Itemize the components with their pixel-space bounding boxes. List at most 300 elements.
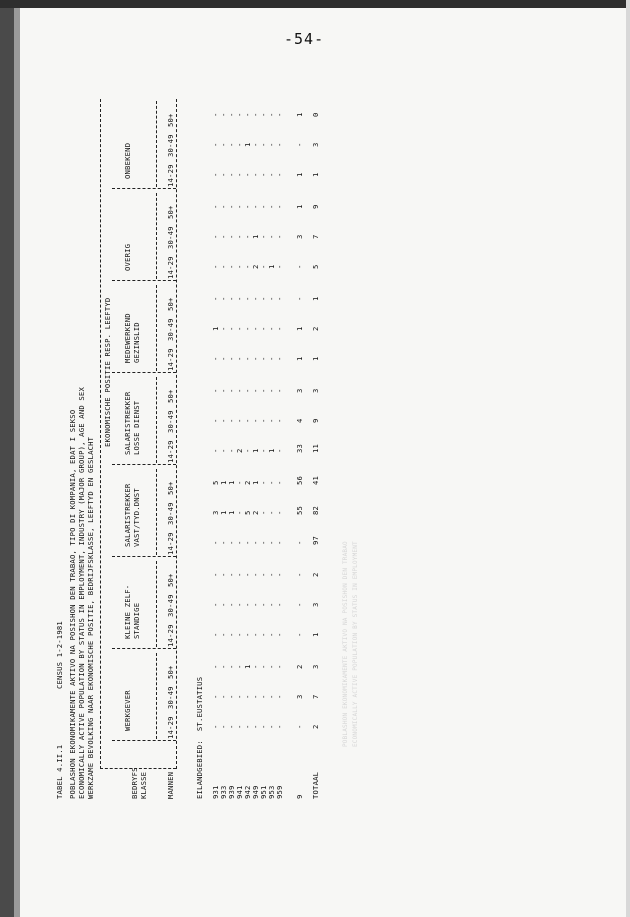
table-cell: 3 [311, 602, 320, 607]
table-cell: - [243, 572, 252, 577]
table-cell: - [267, 296, 276, 301]
table-cell: - [259, 296, 268, 301]
table-cell: - [243, 540, 252, 545]
table-cell: - [251, 694, 260, 699]
table-cell: - [219, 694, 228, 699]
table-cell: 1 [295, 356, 304, 361]
group-label: OVERIG [123, 243, 132, 271]
table-cell: - [227, 448, 236, 453]
row-code: 953 [267, 785, 276, 799]
age-label: 50+ [166, 665, 175, 679]
table-cell: - [219, 326, 228, 331]
group-divider [112, 372, 176, 373]
table-cell: - [267, 112, 276, 117]
table-cell: - [235, 112, 244, 117]
table-cell: - [251, 356, 260, 361]
table-cell: - [219, 602, 228, 607]
table-cell: - [219, 540, 228, 545]
table-cell: 3 [311, 664, 320, 669]
table-cell: - [227, 356, 236, 361]
table-cell: - [243, 356, 252, 361]
table-cell: - [259, 694, 268, 699]
table-cell: - [267, 664, 276, 669]
table-cell: - [275, 388, 284, 393]
table-cell: - [235, 356, 244, 361]
table-cell: - [219, 448, 228, 453]
age-label: 30-49 [166, 686, 175, 709]
table-cell: - [275, 356, 284, 361]
table-cell: - [267, 388, 276, 393]
table-cell: - [267, 356, 276, 361]
table-cell: - [259, 540, 268, 545]
table-cell: - [259, 356, 268, 361]
table-cell: - [243, 326, 252, 331]
age-label: 50+ [166, 205, 175, 219]
table-cell: - [219, 172, 228, 177]
table-cell: - [211, 142, 220, 147]
table-cell: - [275, 142, 284, 147]
age-label: 14-29 [166, 256, 175, 279]
row-code: 939 [227, 785, 236, 799]
table-cell: - [259, 326, 268, 331]
table-cell: - [251, 632, 260, 637]
table-cell: 82 [311, 505, 320, 515]
table-cell: 3 [295, 694, 304, 699]
table-cell: 1 [295, 204, 304, 209]
group-label: MEDEWERKEND [123, 313, 132, 363]
table-cell: - [295, 142, 304, 147]
table-cell: - [219, 142, 228, 147]
age-label: 30-49 [166, 594, 175, 617]
group-divider [112, 740, 176, 741]
table-cell: - [211, 602, 220, 607]
table-cell: - [219, 418, 228, 423]
table-cell: - [275, 694, 284, 699]
age-subrule [156, 561, 157, 647]
table-cell: 2 [243, 480, 252, 485]
table-cell: - [227, 234, 236, 239]
table-cell: - [235, 572, 244, 577]
age-subrule [156, 377, 157, 463]
row-code: 949 [251, 785, 260, 799]
table-cell: 1 [219, 510, 228, 515]
table-cell: - [211, 172, 220, 177]
table-cell: - [267, 632, 276, 637]
table-cell: - [211, 540, 220, 545]
table-cell: - [267, 234, 276, 239]
bleed-through-text: POBLASHON EKONOMIKAMENTE AKTIVO NA POSISHON DEN TRABAO [342, 541, 349, 747]
age-subrule [156, 193, 157, 279]
table-cell: - [275, 172, 284, 177]
table-cell: 3 [295, 388, 304, 393]
table-cell: 9 [311, 204, 320, 209]
table-cell: - [227, 388, 236, 393]
table-cell: 7 [311, 234, 320, 239]
stub-divider [100, 768, 176, 769]
table-cell: - [259, 510, 268, 515]
table-cell: - [235, 480, 244, 485]
table-cell: - [243, 602, 252, 607]
table-cell: 97 [311, 535, 320, 545]
table-cell: 1 [295, 326, 304, 331]
table-cell: - [235, 142, 244, 147]
table-cell: 5 [243, 510, 252, 515]
group-label: ONBEKEND [123, 142, 132, 179]
table-cell: - [211, 694, 220, 699]
table-cell: - [219, 388, 228, 393]
table-cell: - [227, 694, 236, 699]
table-cell: - [267, 480, 276, 485]
table-cell: - [259, 724, 268, 729]
row-code: 959 [275, 785, 284, 799]
table-cell: - [275, 234, 284, 239]
table-cell: 1 [227, 480, 236, 485]
table-cell: - [259, 602, 268, 607]
table-cell: - [251, 724, 260, 729]
table-cell: - [235, 326, 244, 331]
group-label: KLEINE ZELF- [123, 584, 132, 639]
table-cell: 2 [311, 326, 320, 331]
age-label: 30-49 [166, 134, 175, 157]
table-cell: 1 [219, 480, 228, 485]
table-cell: 3 [211, 510, 220, 515]
group-divider [112, 464, 176, 465]
table-cell: - [235, 204, 244, 209]
table-cell: - [211, 388, 220, 393]
table-cell: - [219, 264, 228, 269]
table-cell: - [275, 326, 284, 331]
table-cell: - [259, 388, 268, 393]
table-cell: 1 [311, 296, 320, 301]
table-cell: 41 [311, 475, 320, 485]
age-label: 14-29 [166, 624, 175, 647]
table-cell: - [227, 540, 236, 545]
table-cell: 56 [295, 475, 304, 485]
group-label: SALARISTREKKER [123, 391, 132, 455]
table-cell: - [251, 540, 260, 545]
row-code: 942 [243, 785, 252, 799]
table-cell: - [251, 142, 260, 147]
table-cell: 7 [311, 694, 320, 699]
table-cell: - [211, 572, 220, 577]
table-cell: 1 [311, 632, 320, 637]
table-cell: - [211, 448, 220, 453]
table-cell: - [267, 142, 276, 147]
age-label: 50+ [166, 573, 175, 587]
age-label: 14-29 [166, 716, 175, 739]
age-label: 50+ [166, 297, 175, 311]
table-cell: 2 [311, 572, 320, 577]
heading-line-1: POBLASHON EKONOMIKAMENTE AKTIVO NA POSISHON DEN TRABAO, TIPO DI KOMPANIA, EDAT I SEKSO [68, 409, 77, 799]
table-cell: 55 [295, 505, 304, 515]
table-cell: 2 [295, 664, 304, 669]
table-cell: - [243, 172, 252, 177]
table-cell: 1 [251, 448, 260, 453]
table-cell: 11 [311, 443, 320, 453]
row-code: 933 [219, 785, 228, 799]
group-label: LOSSE DIENST [132, 400, 141, 455]
table-cell: - [219, 234, 228, 239]
table-cell: - [235, 172, 244, 177]
group-divider [112, 648, 176, 649]
table-cell: - [227, 572, 236, 577]
age-label: 14-29 [166, 348, 175, 371]
table-cell: 1 [267, 448, 276, 453]
table-cell: - [259, 572, 268, 577]
table-cell: - [227, 724, 236, 729]
table-cell: - [219, 204, 228, 209]
table-cell: - [295, 540, 304, 545]
table-cell: 1 [311, 356, 320, 361]
table-cell: 3 [311, 388, 320, 393]
age-label: 30-49 [166, 410, 175, 433]
table-cell: - [267, 602, 276, 607]
table-cell: 1 [267, 264, 276, 269]
table-cell: - [235, 602, 244, 607]
table-cell: - [275, 480, 284, 485]
age-label: 30-49 [166, 226, 175, 249]
table-cell: - [275, 664, 284, 669]
group-label: WERKGEVER [123, 690, 132, 731]
table-cell: - [219, 632, 228, 637]
table-cell: - [243, 632, 252, 637]
group-divider [112, 556, 176, 557]
table-cell: 2 [251, 264, 260, 269]
age-label: 50+ [166, 389, 175, 403]
table-cell: - [227, 142, 236, 147]
table-cell: - [275, 296, 284, 301]
table-cell: - [267, 510, 276, 515]
table-cell: 1 [243, 142, 252, 147]
table-cell: - [219, 296, 228, 301]
table-cell: - [275, 204, 284, 209]
table-cell: - [227, 664, 236, 669]
rule-top [100, 99, 101, 769]
table-cell: - [211, 112, 220, 117]
age-label: 50+ [166, 481, 175, 495]
row-code: 941 [235, 785, 244, 799]
table-cell: - [243, 448, 252, 453]
table-cell: - [275, 264, 284, 269]
table-cell: 3 [311, 142, 320, 147]
age-label: 50+ [166, 113, 175, 127]
table-cell: - [259, 480, 268, 485]
table-cell: 0 [311, 112, 320, 117]
table-cell: - [259, 664, 268, 669]
table-cell: - [251, 296, 260, 301]
group-divider [112, 188, 176, 189]
table-cell: 9 [311, 418, 320, 423]
table-cell: - [295, 602, 304, 607]
page-number: -54- [284, 30, 325, 48]
table-cell: - [275, 540, 284, 545]
table-cell: - [267, 694, 276, 699]
table-cell: - [219, 112, 228, 117]
age-label: 14-29 [166, 532, 175, 555]
table-cell: - [243, 724, 252, 729]
table-cell: 33 [295, 443, 304, 453]
table-cell: - [243, 112, 252, 117]
table-cell: - [219, 356, 228, 361]
table-cell: - [259, 418, 268, 423]
heading-line-2: ECONOMICALLY ACTIVE POPULATION BY STATUS IN EMPLOYMENT, INDUSTRY (MAJOR GROUP), AGE AND SEX [77, 387, 86, 799]
table-cell: - [227, 326, 236, 331]
age-subrule [156, 101, 157, 187]
table-cell: 5 [211, 480, 220, 485]
table-cell: - [235, 724, 244, 729]
table-cell: - [267, 418, 276, 423]
table-cell: - [227, 296, 236, 301]
table-cell: - [251, 326, 260, 331]
table-cell: - [259, 632, 268, 637]
age-label: 30-49 [166, 502, 175, 525]
table-cell: - [251, 418, 260, 423]
table-cell: - [251, 572, 260, 577]
row-code: 931 [211, 785, 220, 799]
table-cell: - [211, 724, 220, 729]
table-cell: - [275, 724, 284, 729]
table-cell: - [235, 234, 244, 239]
table-cell: - [211, 664, 220, 669]
table-cell: - [275, 572, 284, 577]
table-cell: - [275, 112, 284, 117]
table-cell: 5 [311, 264, 320, 269]
stub-header-2: KLASSE [139, 771, 148, 799]
table-cell: - [243, 418, 252, 423]
table-cell: - [235, 296, 244, 301]
table-cell: 1 [311, 172, 320, 177]
table-cell: - [211, 234, 220, 239]
table-cell: - [259, 448, 268, 453]
group-label: GEZINSLID [132, 322, 141, 363]
table-cell: - [251, 388, 260, 393]
table-cell: - [259, 142, 268, 147]
table-cell: - [219, 664, 228, 669]
table-cell: - [227, 418, 236, 423]
table-cell: - [235, 664, 244, 669]
rule-header-bottom [176, 99, 177, 769]
table-cell: - [211, 632, 220, 637]
table-cell: - [259, 204, 268, 209]
table-cell: - [251, 602, 260, 607]
table-cell: - [295, 572, 304, 577]
table-cell: - [235, 388, 244, 393]
bleed-through-text-2: ECONOMICALLY ACTIVE POPULATION BY STATUS IN EMPLOYMENT [352, 541, 359, 747]
area-label: EILANDGEBIED: ST.EUSTATIUS [195, 676, 204, 799]
age-label: 14-29 [166, 164, 175, 187]
table-cell: - [267, 204, 276, 209]
table-cell: 4 [295, 418, 304, 423]
table-cell: - [235, 540, 244, 545]
row-code: TOTAAL [311, 771, 320, 799]
table-cell: - [227, 632, 236, 637]
table-cell: - [211, 296, 220, 301]
table-cell: - [227, 112, 236, 117]
table-cell: 1 [295, 112, 304, 117]
table-cell: - [211, 356, 220, 361]
table-cell: - [227, 204, 236, 209]
age-label: 14-29 [166, 440, 175, 463]
table-title: TABEL 4.II.1 [55, 744, 64, 799]
heading-line-3: WERKZAME BEVOLKING NAAR EKONOMISCHE POSITIE, BEDRIJFSKLASSE, LEEFTYD EN GESLACHT [86, 436, 95, 799]
table-cell: - [295, 296, 304, 301]
table-cell: - [243, 296, 252, 301]
table-cell: - [275, 632, 284, 637]
table-cell: 1 [251, 234, 260, 239]
table-cell: - [211, 418, 220, 423]
table-cell: 1 [251, 480, 260, 485]
table-cell: - [235, 510, 244, 515]
row-code: 9 [295, 794, 304, 799]
table-cell: - [267, 326, 276, 331]
age-subrule [156, 653, 157, 739]
table-cell: - [243, 264, 252, 269]
table-cell: 1 [243, 664, 252, 669]
table-cell: - [275, 602, 284, 607]
table-cell: - [235, 418, 244, 423]
group-label: STANDIGE [132, 602, 141, 639]
table-cell: - [259, 172, 268, 177]
table-cell: - [243, 694, 252, 699]
table-cell: 3 [295, 234, 304, 239]
table-cell: - [259, 112, 268, 117]
table-cell: - [227, 264, 236, 269]
table-cell: - [295, 724, 304, 729]
table-cell: - [243, 234, 252, 239]
table-cell: - [295, 632, 304, 637]
table-cell: - [235, 264, 244, 269]
table-cell: 1 [211, 326, 220, 331]
group-label: VAST/TYD.DNST [132, 488, 141, 547]
table-cell: - [251, 172, 260, 177]
table-cell: - [295, 264, 304, 269]
table-cell: - [243, 388, 252, 393]
table-cell: - [227, 172, 236, 177]
spanner-label: EKONOMISCHE POSITIE RESP. LEEFTYD [103, 297, 112, 447]
table-cell: - [251, 112, 260, 117]
table-cell: 2 [311, 724, 320, 729]
census-label: CENSUS 1-2-1981 [55, 621, 64, 689]
table-cell: - [259, 234, 268, 239]
table-cell: - [259, 264, 268, 269]
stub-header-1: BEDRYFS [130, 767, 139, 799]
table-cell: - [267, 172, 276, 177]
table-cell: - [235, 694, 244, 699]
table-cell: - [235, 632, 244, 637]
table-cell: 1 [227, 510, 236, 515]
table-cell: - [275, 510, 284, 515]
table-cell: - [243, 204, 252, 209]
table-cell: - [211, 204, 220, 209]
table-cell: - [267, 540, 276, 545]
age-label: 30-49 [166, 318, 175, 341]
table-cell: - [267, 572, 276, 577]
table-cell: - [251, 664, 260, 669]
table-cell: - [275, 448, 284, 453]
age-subrule [156, 285, 157, 371]
table-cell: - [219, 724, 228, 729]
table-cell: 1 [295, 172, 304, 177]
row-code: 951 [259, 785, 268, 799]
table-cell: 2 [235, 448, 244, 453]
group-label: SALARISTREKKER [123, 483, 132, 547]
table-cell: - [267, 724, 276, 729]
sex-label: MANNEN [166, 771, 175, 799]
table-cell: - [219, 572, 228, 577]
table-cell: - [211, 264, 220, 269]
table-cell: 2 [251, 510, 260, 515]
table-cell: - [227, 602, 236, 607]
